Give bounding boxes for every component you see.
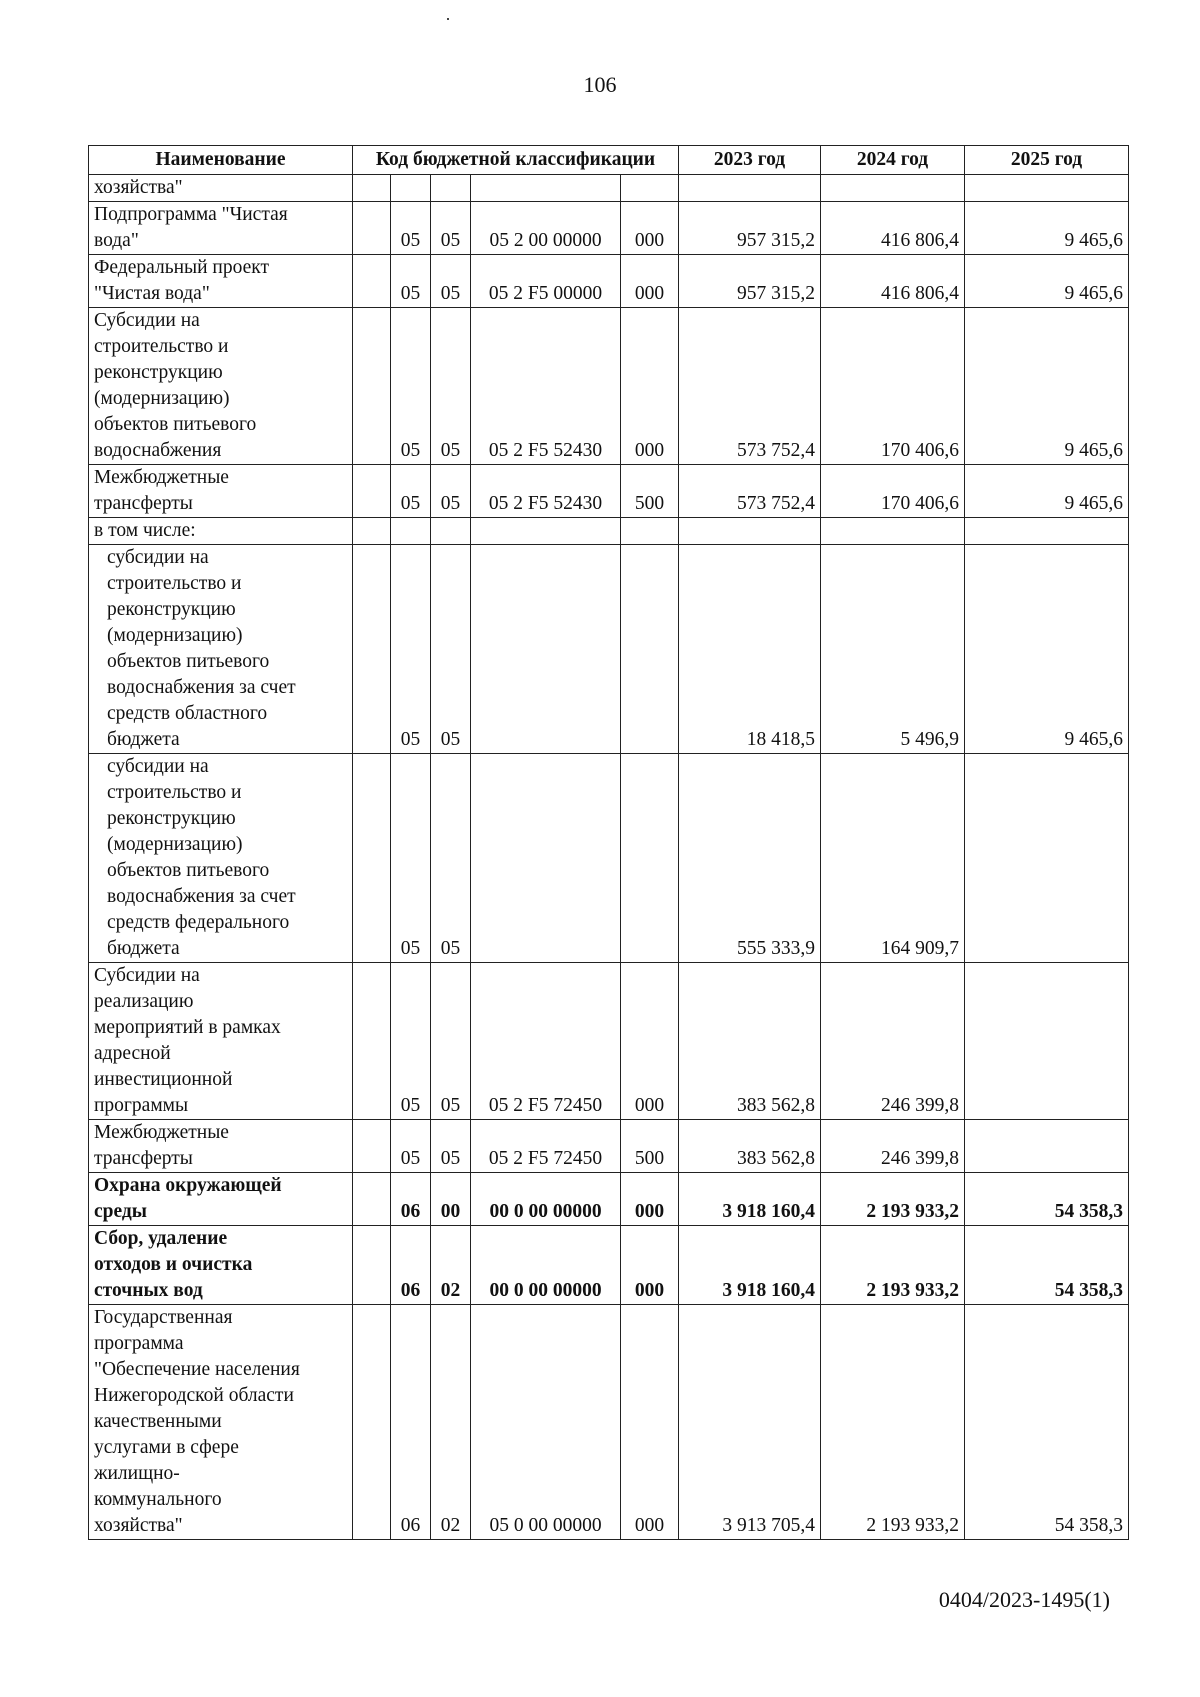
cell-name: Межбюджетные трансферты — [89, 1120, 353, 1173]
cell-target-article: 00 0 00 00000 — [471, 1173, 621, 1226]
cell-name: Межбюджетные трансферты — [89, 465, 353, 518]
cell-target-article: 05 2 00 00000 — [471, 202, 621, 255]
cell-2025 — [965, 518, 1129, 545]
table-body — [89, 175, 1129, 1540]
cell-2023 — [679, 175, 821, 202]
cell-target-article: 00 0 00 00000 — [471, 1226, 621, 1305]
cell-subsection — [431, 175, 471, 202]
cell-section: 05 — [391, 1120, 431, 1173]
cell-section — [391, 175, 431, 202]
cell-section — [391, 518, 431, 545]
cell-subsection — [431, 518, 471, 545]
table-header — [89, 146, 1129, 175]
cell-2024: 2 193 933,2 — [821, 1305, 965, 1540]
cell-2025 — [965, 175, 1129, 202]
cell-2023: 573 752,4 — [679, 465, 821, 518]
cell-name: Охрана окружающей среды — [89, 1173, 353, 1226]
cell-name: Государственная программа "Обеспечение населения Нижегородской области качественными услугами в сфере жилищно- коммунального хозяйства" — [89, 1305, 353, 1540]
table-row — [89, 1120, 1129, 1173]
cell-2023: 573 752,4 — [679, 308, 821, 465]
cell-section: 05 — [391, 202, 431, 255]
cell-section: 05 — [391, 308, 431, 465]
cell-2024: 5 496,9 — [821, 545, 965, 754]
cell-2023: 18 418,5 — [679, 545, 821, 754]
cell-2024: 416 806,4 — [821, 202, 965, 255]
cell-code-1 — [353, 754, 391, 963]
cell-2025 — [965, 754, 1129, 963]
cell-name: Сбор, удаление отходов и очистка сточных вод — [89, 1226, 353, 1305]
cell-target-article: 05 2 F5 52430 — [471, 465, 621, 518]
cell-section: 05 — [391, 545, 431, 754]
cell-subsection: 05 — [431, 255, 471, 308]
cell-2025 — [965, 963, 1129, 1120]
cell-2025: 9 465,6 — [965, 202, 1129, 255]
cell-2023: 555 333,9 — [679, 754, 821, 963]
cell-2023 — [679, 518, 821, 545]
cell-name: Подпрограмма "Чистая вода" — [89, 202, 353, 255]
cell-2023: 383 562,8 — [679, 1120, 821, 1173]
cell-expense-type: 000 — [621, 1305, 679, 1540]
cell-expense-type: 000 — [621, 963, 679, 1120]
cell-2023: 3 918 160,4 — [679, 1173, 821, 1226]
cell-code-1 — [353, 518, 391, 545]
cell-code-1 — [353, 963, 391, 1120]
cell-expense-type — [621, 518, 679, 545]
cell-subsection: 05 — [431, 202, 471, 255]
cell-2023: 957 315,2 — [679, 202, 821, 255]
cell-name: Федеральный проект "Чистая вода" — [89, 255, 353, 308]
cell-name: Субсидии на реализацию мероприятий в рамках адресной инвестиционной программы — [89, 963, 353, 1120]
header-name: Наименование — [89, 146, 353, 175]
cell-target-article: 05 0 00 00000 — [471, 1305, 621, 1540]
cell-code-1 — [353, 545, 391, 754]
cell-code-1 — [353, 465, 391, 518]
cell-subsection: 05 — [431, 1120, 471, 1173]
cell-expense-type: 000 — [621, 1173, 679, 1226]
cell-subsection: 00 — [431, 1173, 471, 1226]
cell-expense-type — [621, 175, 679, 202]
cell-code-1 — [353, 1173, 391, 1226]
cell-section: 05 — [391, 754, 431, 963]
table-row — [89, 518, 1129, 545]
cell-target-article — [471, 754, 621, 963]
cell-target-article — [471, 175, 621, 202]
cell-section: 06 — [391, 1226, 431, 1305]
cell-subsection: 05 — [431, 465, 471, 518]
cell-target-article: 05 2 F5 72450 — [471, 963, 621, 1120]
cell-expense-type: 000 — [621, 1226, 679, 1305]
header-code: Код бюджетной классификации — [353, 146, 679, 175]
cell-subsection: 05 — [431, 308, 471, 465]
header-2023: 2023 год — [679, 146, 821, 175]
cell-code-1 — [353, 1305, 391, 1540]
table-row — [89, 1305, 1129, 1540]
page-number: 106 — [583, 72, 617, 97]
cell-name: субсидии на строительство и реконструкцию (модернизацию) объектов питьевого водоснабжения за счет средств федерального бюджета — [89, 754, 353, 963]
cell-2025: 9 465,6 — [965, 308, 1129, 465]
table-row — [89, 308, 1129, 465]
cell-2024: 2 193 933,2 — [821, 1173, 965, 1226]
cell-2023: 957 315,2 — [679, 255, 821, 308]
cell-subsection: 05 — [431, 754, 471, 963]
cell-target-article: 05 2 F5 72450 — [471, 1120, 621, 1173]
cell-target-article: 05 2 F5 00000 — [471, 255, 621, 308]
table-row — [89, 1226, 1129, 1305]
table-row — [89, 255, 1129, 308]
table-row — [89, 175, 1129, 202]
cell-2024: 246 399,8 — [821, 963, 965, 1120]
header-2024: 2024 год — [821, 146, 965, 175]
scan-speck — [447, 18, 449, 20]
cell-2024: 246 399,8 — [821, 1120, 965, 1173]
cell-code-1 — [353, 175, 391, 202]
cell-2025 — [965, 1120, 1129, 1173]
cell-2025: 9 465,6 — [965, 465, 1129, 518]
cell-expense-type — [621, 545, 679, 754]
cell-name: Субсидии на строительство и реконструкцию (модернизацию) объектов питьевого водоснабжения — [89, 308, 353, 465]
table-row — [89, 754, 1129, 963]
cell-2025: 54 358,3 — [965, 1226, 1129, 1305]
cell-expense-type: 000 — [621, 308, 679, 465]
cell-2025: 54 358,3 — [965, 1305, 1129, 1540]
cell-name: в том числе: — [89, 518, 353, 545]
cell-code-1 — [353, 1226, 391, 1305]
table-row — [89, 202, 1129, 255]
header-row — [89, 146, 1129, 175]
cell-code-1 — [353, 255, 391, 308]
table-row — [89, 963, 1129, 1120]
header-2025: 2025 год — [965, 146, 1129, 175]
cell-subsection: 02 — [431, 1226, 471, 1305]
cell-section: 05 — [391, 963, 431, 1120]
cell-target-article — [471, 545, 621, 754]
cell-subsection: 05 — [431, 545, 471, 754]
cell-expense-type: 000 — [621, 255, 679, 308]
cell-expense-type — [621, 754, 679, 963]
cell-section: 06 — [391, 1305, 431, 1540]
table-row — [89, 1173, 1129, 1226]
cell-section: 05 — [391, 465, 431, 518]
cell-code-1 — [353, 308, 391, 465]
table-row — [89, 465, 1129, 518]
cell-2023: 3 918 160,4 — [679, 1226, 821, 1305]
cell-2024: 416 806,4 — [821, 255, 965, 308]
cell-target-article — [471, 518, 621, 545]
cell-name: хозяйства" — [89, 175, 353, 202]
cell-code-1 — [353, 1120, 391, 1173]
cell-2025: 9 465,6 — [965, 255, 1129, 308]
cell-expense-type: 000 — [621, 202, 679, 255]
cell-target-article: 05 2 F5 52430 — [471, 308, 621, 465]
cell-name: субсидии на строительство и реконструкцию (модернизацию) объектов питьевого водоснабжения за счет средств областного бюджета — [89, 545, 353, 754]
budget-table-wrapper — [88, 145, 1129, 1540]
cell-expense-type: 500 — [621, 1120, 679, 1173]
table-row — [89, 545, 1129, 754]
document-code: 0404/2023-1495(1) — [938, 1587, 1110, 1612]
cell-2023: 3 913 705,4 — [679, 1305, 821, 1540]
cell-2023: 383 562,8 — [679, 963, 821, 1120]
cell-2024 — [821, 175, 965, 202]
cell-section: 06 — [391, 1173, 431, 1226]
cell-section: 05 — [391, 255, 431, 308]
cell-expense-type: 500 — [621, 465, 679, 518]
cell-2024: 2 193 933,2 — [821, 1226, 965, 1305]
cell-subsection: 02 — [431, 1305, 471, 1540]
budget-table — [88, 145, 1129, 1540]
cell-2024: 164 909,7 — [821, 754, 965, 963]
cell-2024: 170 406,6 — [821, 308, 965, 465]
cell-2024 — [821, 518, 965, 545]
cell-2024: 170 406,6 — [821, 465, 965, 518]
cell-subsection: 05 — [431, 963, 471, 1120]
cell-2025: 54 358,3 — [965, 1173, 1129, 1226]
cell-code-1 — [353, 202, 391, 255]
cell-2025: 9 465,6 — [965, 545, 1129, 754]
